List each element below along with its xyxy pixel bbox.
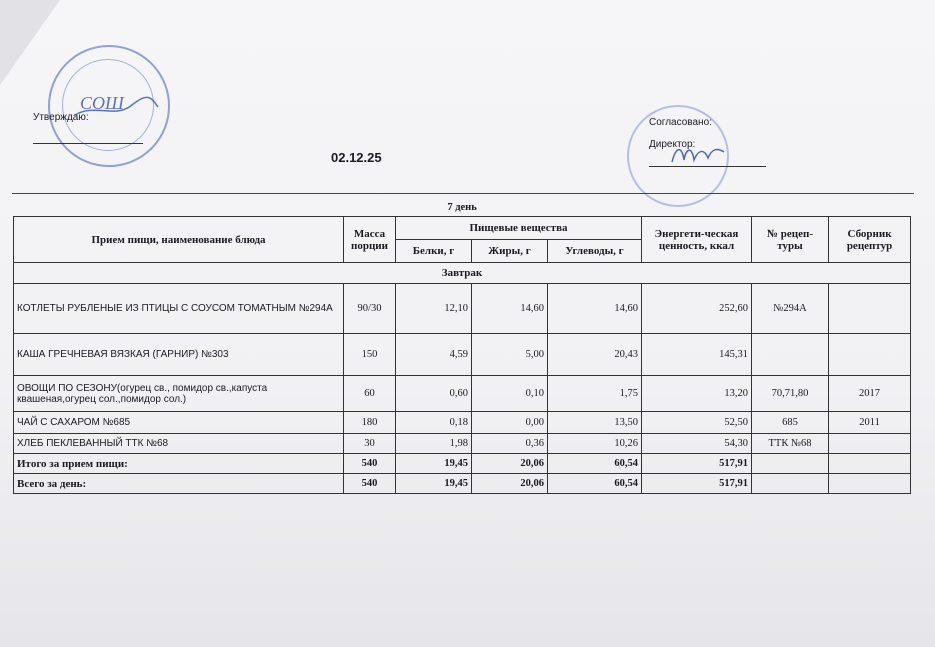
dish-name: КОТЛЕТЫ РУБЛЕНЫЕ ИЗ ПТИЦЫ С СОУСОМ ТОМАТНЫМ №294А xyxy=(14,284,344,334)
dish-name: КАША ГРЕЧНЕВАЯ ВЯЗКАЯ (ГАРНИР) №303 xyxy=(14,334,344,376)
col-collection: Сборник рецептур xyxy=(829,217,911,263)
dish-carbs: 13,50 xyxy=(548,412,642,434)
dish-collection xyxy=(829,334,911,376)
dish-carbs: 1,75 xyxy=(548,376,642,412)
dish-mass: 150 xyxy=(344,334,396,376)
dish-recipe: №294А xyxy=(752,284,829,334)
dish-mass: 30 xyxy=(344,434,396,454)
dish-recipe: ТТК №68 xyxy=(752,434,829,454)
dish-protein: 12,10 xyxy=(396,284,472,334)
dish-energy: 145,31 xyxy=(642,334,752,376)
day-total-recipe xyxy=(752,474,829,494)
section-breakfast: Завтрак xyxy=(14,263,911,284)
dish-name: ЧАЙ С САХАРОМ №685 xyxy=(14,412,344,434)
dish-collection xyxy=(829,434,911,454)
director-signature-line xyxy=(649,166,766,167)
meal-total-carbs: 60,54 xyxy=(548,454,642,474)
approve-signature-line xyxy=(33,143,143,144)
day-total-label: Всего за день: xyxy=(14,474,344,494)
stamp-text: СОШ xyxy=(80,93,124,113)
dish-fat: 0,10 xyxy=(472,376,548,412)
meal-total-mass: 540 xyxy=(344,454,396,474)
dish-recipe xyxy=(752,334,829,376)
day-title: 7 день xyxy=(14,198,911,217)
agreed-label: Согласовано: xyxy=(649,117,712,128)
table-row xyxy=(14,376,911,412)
meal-total-label: Итого за прием пищи: xyxy=(14,454,344,474)
dish-mass: 180 xyxy=(344,412,396,434)
table-row xyxy=(14,434,911,454)
day-total-fat: 20,06 xyxy=(472,474,548,494)
dish-mass: 60 xyxy=(344,376,396,412)
dish-protein: 0,18 xyxy=(396,412,472,434)
meal-total-fat: 20,06 xyxy=(472,454,548,474)
col-energy: Энергети-ческая ценность, ккал xyxy=(642,217,752,263)
menu-table xyxy=(13,198,911,494)
day-total-carbs: 60,54 xyxy=(548,474,642,494)
col-protein: Белки, г xyxy=(396,240,472,263)
day-total-energy: 517,91 xyxy=(642,474,752,494)
dish-fat: 0,00 xyxy=(472,412,548,434)
col-nutrients: Пищевые вещества xyxy=(396,217,642,240)
dish-protein: 1,98 xyxy=(396,434,472,454)
meal-total-recipe xyxy=(752,454,829,474)
dish-energy: 54,30 xyxy=(642,434,752,454)
dish-recipe: 70,71,80 xyxy=(752,376,829,412)
menu-date: 02.12.25 xyxy=(331,150,382,165)
dish-collection: 2011 xyxy=(829,412,911,434)
dish-fat: 14,60 xyxy=(472,284,548,334)
dish-fat: 5,00 xyxy=(472,334,548,376)
col-meal-name: Прием пищи, наименование блюда xyxy=(14,217,344,263)
meal-total-protein: 19,45 xyxy=(396,454,472,474)
table-row xyxy=(14,284,911,334)
dish-carbs: 14,60 xyxy=(548,284,642,334)
dish-recipe: 685 xyxy=(752,412,829,434)
dish-mass: 90/30 xyxy=(344,284,396,334)
approve-label: Утверждаю: xyxy=(33,112,89,123)
table-row xyxy=(14,412,911,434)
col-mass: Масса порции xyxy=(344,217,396,263)
day-total-mass: 540 xyxy=(344,474,396,494)
meal-total-row xyxy=(14,454,911,474)
col-carbs: Углеводы, г xyxy=(548,240,642,263)
dish-carbs: 10,26 xyxy=(548,434,642,454)
dish-carbs: 20,43 xyxy=(548,334,642,376)
table-row xyxy=(14,334,911,376)
header-divider xyxy=(12,193,914,194)
meal-total-energy: 517,91 xyxy=(642,454,752,474)
dish-name: ХЛЕБ ПЕКЛЕВАННЫЙ ТТК №68 xyxy=(14,434,344,454)
dish-name: ОВОЩИ ПО СЕЗОНУ(огурец св., помидор св.,капуста квашеная,огурец сол.,помидор сол.) xyxy=(14,376,344,412)
col-recipe-no: № рецеп-туры xyxy=(752,217,829,263)
dish-energy: 13,20 xyxy=(642,376,752,412)
meal-total-collection xyxy=(829,454,911,474)
day-total-protein: 19,45 xyxy=(396,474,472,494)
dish-collection xyxy=(829,284,911,334)
dish-protein: 0,60 xyxy=(396,376,472,412)
dish-protein: 4,59 xyxy=(396,334,472,376)
dish-collection: 2017 xyxy=(829,376,911,412)
dish-energy: 52,50 xyxy=(642,412,752,434)
dish-energy: 252,60 xyxy=(642,284,752,334)
col-fat: Жиры, г xyxy=(472,240,548,263)
dish-fat: 0,36 xyxy=(472,434,548,454)
day-total-collection xyxy=(829,474,911,494)
director-label: Директор: xyxy=(649,139,696,150)
day-total-row xyxy=(14,474,911,494)
